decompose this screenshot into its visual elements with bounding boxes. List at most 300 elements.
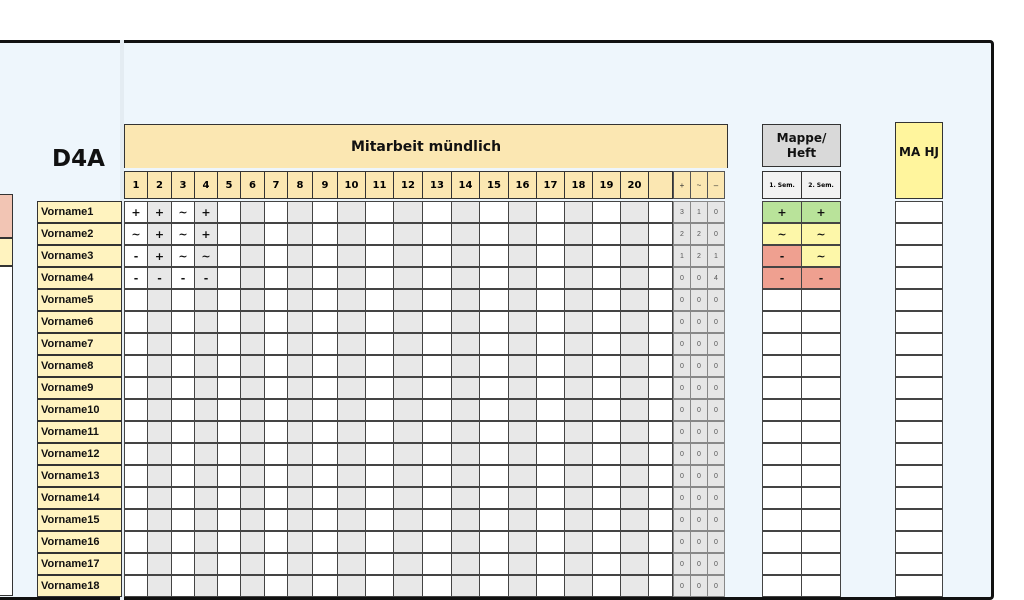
grade-cell[interactable]	[592, 531, 621, 553]
semester-grade-cell[interactable]	[801, 531, 841, 553]
grade-cell[interactable]	[147, 377, 172, 399]
grade-cell[interactable]: ~	[171, 201, 195, 223]
ma-hj-cell[interactable]	[895, 531, 943, 553]
grade-cell[interactable]	[479, 267, 509, 289]
grade-cell[interactable]	[451, 245, 480, 267]
semester-grade-cell[interactable]: -	[762, 267, 802, 289]
grade-cell[interactable]	[479, 355, 509, 377]
grade-cell[interactable]	[479, 553, 509, 575]
grade-cell[interactable]	[536, 487, 565, 509]
semester-grade-cell[interactable]	[762, 355, 802, 377]
grade-cell[interactable]	[536, 201, 565, 223]
grade-cell[interactable]	[240, 223, 265, 245]
grade-cell[interactable]	[393, 487, 423, 509]
grade-cell[interactable]	[217, 355, 241, 377]
grade-cell[interactable]	[337, 399, 366, 421]
grade-cell[interactable]	[171, 509, 195, 531]
grade-cell[interactable]	[171, 311, 195, 333]
grade-cell[interactable]	[422, 289, 452, 311]
grade-cell[interactable]	[592, 245, 621, 267]
grade-cell[interactable]	[365, 267, 394, 289]
semester-grade-cell[interactable]	[801, 399, 841, 421]
grade-cell[interactable]	[592, 333, 621, 355]
grade-cell[interactable]	[508, 201, 537, 223]
grade-cell[interactable]	[393, 311, 423, 333]
grade-cell[interactable]	[620, 531, 649, 553]
ma-hj-cell[interactable]	[895, 465, 943, 487]
grade-cell[interactable]	[312, 355, 338, 377]
ma-hj-cell[interactable]	[895, 377, 943, 399]
grade-cell[interactable]	[422, 399, 452, 421]
grade-cell[interactable]	[393, 333, 423, 355]
grade-cell[interactable]	[264, 333, 288, 355]
grade-cell[interactable]	[147, 553, 172, 575]
grade-cell[interactable]	[217, 245, 241, 267]
semester-grade-cell[interactable]: +	[762, 201, 802, 223]
grade-cell[interactable]	[312, 245, 338, 267]
semester-grade-cell[interactable]	[762, 377, 802, 399]
grade-cell[interactable]	[264, 487, 288, 509]
grade-cell[interactable]	[194, 465, 218, 487]
semester-grade-cell[interactable]: -	[801, 267, 841, 289]
grade-cell[interactable]	[393, 377, 423, 399]
grade-cell[interactable]	[240, 421, 265, 443]
grade-cell[interactable]	[217, 421, 241, 443]
grade-cell[interactable]	[194, 509, 218, 531]
ma-hj-cell[interactable]	[895, 311, 943, 333]
grade-cell[interactable]	[287, 575, 313, 597]
grade-cell[interactable]	[264, 355, 288, 377]
grade-cell[interactable]	[508, 289, 537, 311]
grade-cell[interactable]	[312, 487, 338, 509]
grade-cell[interactable]	[365, 311, 394, 333]
grade-cell[interactable]	[620, 267, 649, 289]
grade-cell[interactable]	[264, 399, 288, 421]
grade-cell[interactable]	[287, 509, 313, 531]
grade-cell[interactable]	[264, 289, 288, 311]
grade-cell[interactable]	[312, 553, 338, 575]
grade-cell[interactable]	[264, 575, 288, 597]
grade-cell[interactable]	[564, 311, 593, 333]
semester-grade-cell[interactable]	[801, 487, 841, 509]
grade-cell[interactable]	[312, 509, 338, 531]
grade-cell[interactable]	[337, 553, 366, 575]
grade-cell[interactable]	[337, 289, 366, 311]
grade-cell[interactable]	[393, 575, 423, 597]
grade-cell[interactable]	[240, 443, 265, 465]
grade-cell[interactable]	[508, 531, 537, 553]
grade-cell[interactable]	[217, 289, 241, 311]
grade-cell[interactable]	[171, 487, 195, 509]
grade-cell[interactable]	[592, 289, 621, 311]
grade-cell[interactable]	[564, 245, 593, 267]
grade-cell[interactable]: -	[171, 267, 195, 289]
grade-cell[interactable]	[312, 311, 338, 333]
grade-cell[interactable]	[620, 289, 649, 311]
ma-hj-cell[interactable]	[895, 421, 943, 443]
grade-cell[interactable]	[592, 553, 621, 575]
grade-cell[interactable]	[536, 553, 565, 575]
grade-cell[interactable]	[171, 333, 195, 355]
grade-cell[interactable]	[124, 377, 148, 399]
grade-cell[interactable]	[194, 443, 218, 465]
grade-cell[interactable]	[287, 311, 313, 333]
grade-cell[interactable]	[337, 465, 366, 487]
grade-cell[interactable]	[287, 201, 313, 223]
grade-cell[interactable]	[592, 201, 621, 223]
grade-cell[interactable]	[620, 465, 649, 487]
grade-cell[interactable]	[451, 223, 480, 245]
grade-cell[interactable]	[147, 333, 172, 355]
grade-cell[interactable]	[508, 311, 537, 333]
semester-grade-cell[interactable]	[801, 289, 841, 311]
grade-cell[interactable]	[508, 465, 537, 487]
grade-cell[interactable]	[147, 465, 172, 487]
grade-cell[interactable]	[451, 575, 480, 597]
grade-cell[interactable]	[592, 223, 621, 245]
semester-grade-cell[interactable]	[801, 333, 841, 355]
ma-hj-cell[interactable]	[895, 245, 943, 267]
grade-cell[interactable]	[564, 223, 593, 245]
grade-cell[interactable]	[287, 487, 313, 509]
grade-cell[interactable]	[393, 465, 423, 487]
grade-cell[interactable]	[422, 201, 452, 223]
grade-cell[interactable]	[479, 399, 509, 421]
grade-cell[interactable]	[592, 421, 621, 443]
grade-cell[interactable]	[592, 443, 621, 465]
grade-cell[interactable]	[620, 553, 649, 575]
grade-cell[interactable]	[240, 575, 265, 597]
grade-cell[interactable]: ~	[171, 223, 195, 245]
grade-cell[interactable]	[240, 487, 265, 509]
grade-cell[interactable]	[147, 575, 172, 597]
grade-cell[interactable]	[422, 575, 452, 597]
grade-cell[interactable]	[564, 553, 593, 575]
grade-cell[interactable]	[536, 421, 565, 443]
grade-cell[interactable]	[171, 553, 195, 575]
grade-cell[interactable]	[564, 355, 593, 377]
grade-cell[interactable]	[312, 333, 338, 355]
grade-cell[interactable]	[536, 311, 565, 333]
grade-cell[interactable]	[365, 465, 394, 487]
grade-cell[interactable]	[536, 267, 565, 289]
ma-hj-cell[interactable]	[895, 333, 943, 355]
grade-cell[interactable]	[508, 267, 537, 289]
grade-cell[interactable]	[479, 575, 509, 597]
grade-cell[interactable]	[365, 289, 394, 311]
grade-cell[interactable]	[422, 311, 452, 333]
grade-cell[interactable]	[264, 443, 288, 465]
grade-cell[interactable]	[240, 245, 265, 267]
grade-cell[interactable]	[592, 487, 621, 509]
semester-grade-cell[interactable]	[762, 289, 802, 311]
grade-cell[interactable]	[479, 289, 509, 311]
grade-cell[interactable]	[620, 443, 649, 465]
grade-cell[interactable]	[620, 245, 649, 267]
grade-cell[interactable]	[536, 443, 565, 465]
grade-cell[interactable]	[194, 575, 218, 597]
grade-cell[interactable]	[194, 377, 218, 399]
grade-cell[interactable]	[264, 245, 288, 267]
grade-cell[interactable]	[264, 267, 288, 289]
ma-hj-cell[interactable]	[895, 289, 943, 311]
ma-hj-cell[interactable]	[895, 487, 943, 509]
ma-hj-cell[interactable]	[895, 509, 943, 531]
grade-cell[interactable]	[422, 421, 452, 443]
grade-cell[interactable]	[536, 531, 565, 553]
grade-cell[interactable]	[422, 443, 452, 465]
grade-cell[interactable]	[620, 421, 649, 443]
grade-cell[interactable]	[194, 333, 218, 355]
grade-cell[interactable]	[365, 531, 394, 553]
grade-cell[interactable]	[451, 355, 480, 377]
grade-cell[interactable]	[337, 509, 366, 531]
grade-cell[interactable]	[240, 553, 265, 575]
grade-cell[interactable]	[620, 377, 649, 399]
grade-cell[interactable]	[124, 289, 148, 311]
semester-grade-cell[interactable]: +	[801, 201, 841, 223]
grade-cell[interactable]	[124, 399, 148, 421]
grade-cell[interactable]	[124, 487, 148, 509]
grade-cell[interactable]	[217, 575, 241, 597]
grade-cell[interactable]	[217, 377, 241, 399]
grade-cell[interactable]: -	[124, 267, 148, 289]
grade-cell[interactable]	[365, 487, 394, 509]
grade-cell[interactable]	[564, 443, 593, 465]
grade-cell[interactable]	[287, 531, 313, 553]
semester-grade-cell[interactable]	[762, 553, 802, 575]
grade-cell[interactable]	[194, 421, 218, 443]
grade-cell[interactable]	[365, 355, 394, 377]
grade-cell[interactable]	[536, 223, 565, 245]
grade-cell[interactable]	[171, 531, 195, 553]
grade-cell[interactable]	[312, 201, 338, 223]
grade-cell[interactable]	[124, 575, 148, 597]
grade-cell[interactable]	[592, 355, 621, 377]
grade-cell[interactable]	[564, 421, 593, 443]
grade-cell[interactable]	[508, 333, 537, 355]
grade-cell[interactable]	[147, 531, 172, 553]
grade-cell[interactable]	[479, 531, 509, 553]
semester-grade-cell[interactable]	[801, 311, 841, 333]
grade-cell[interactable]	[194, 531, 218, 553]
grade-cell[interactable]	[564, 289, 593, 311]
semester-grade-cell[interactable]	[762, 421, 802, 443]
grade-cell[interactable]	[393, 421, 423, 443]
grade-cell[interactable]	[620, 575, 649, 597]
grade-cell[interactable]: -	[147, 267, 172, 289]
grade-cell[interactable]	[393, 509, 423, 531]
grade-cell[interactable]	[564, 509, 593, 531]
grade-cell[interactable]	[147, 289, 172, 311]
grade-cell[interactable]	[393, 553, 423, 575]
grade-cell[interactable]	[337, 223, 366, 245]
semester-grade-cell[interactable]: ~	[801, 245, 841, 267]
grade-cell[interactable]	[393, 223, 423, 245]
grade-cell[interactable]	[508, 377, 537, 399]
grade-cell[interactable]	[171, 289, 195, 311]
grade-cell[interactable]	[422, 509, 452, 531]
semester-grade-cell[interactable]	[762, 333, 802, 355]
grade-cell[interactable]	[620, 333, 649, 355]
grade-cell[interactable]	[536, 399, 565, 421]
semester-grade-cell[interactable]	[762, 443, 802, 465]
grade-cell[interactable]: +	[147, 245, 172, 267]
grade-cell[interactable]	[147, 443, 172, 465]
semester-grade-cell[interactable]: -	[762, 245, 802, 267]
grade-cell[interactable]	[393, 531, 423, 553]
grade-cell[interactable]	[422, 377, 452, 399]
grade-cell[interactable]	[147, 509, 172, 531]
grade-cell[interactable]	[564, 465, 593, 487]
ma-hj-cell[interactable]	[895, 575, 943, 597]
grade-cell[interactable]: ~	[194, 245, 218, 267]
grade-cell[interactable]	[287, 553, 313, 575]
grade-cell[interactable]	[194, 355, 218, 377]
grade-cell[interactable]	[312, 443, 338, 465]
grade-cell[interactable]	[240, 311, 265, 333]
grade-cell[interactable]: ~	[171, 245, 195, 267]
grade-cell[interactable]	[451, 443, 480, 465]
grade-cell[interactable]	[620, 223, 649, 245]
grade-cell[interactable]	[337, 443, 366, 465]
grade-cell[interactable]: +	[194, 223, 218, 245]
grade-cell[interactable]	[536, 245, 565, 267]
semester-grade-cell[interactable]	[801, 553, 841, 575]
grade-cell[interactable]	[451, 553, 480, 575]
grade-cell[interactable]	[312, 289, 338, 311]
grade-cell[interactable]	[479, 465, 509, 487]
grade-cell[interactable]	[508, 575, 537, 597]
grade-cell[interactable]	[393, 245, 423, 267]
grade-cell[interactable]	[592, 267, 621, 289]
grade-cell[interactable]	[451, 465, 480, 487]
grade-cell[interactable]	[365, 399, 394, 421]
grade-cell[interactable]	[479, 223, 509, 245]
grade-cell[interactable]	[592, 465, 621, 487]
grade-cell[interactable]	[337, 487, 366, 509]
grade-cell[interactable]	[422, 245, 452, 267]
grade-cell[interactable]	[217, 465, 241, 487]
grade-cell[interactable]	[287, 443, 313, 465]
grade-cell[interactable]	[365, 553, 394, 575]
grade-cell[interactable]	[124, 333, 148, 355]
grade-cell[interactable]	[422, 531, 452, 553]
semester-grade-cell[interactable]	[762, 465, 802, 487]
grade-cell[interactable]	[592, 377, 621, 399]
grade-cell[interactable]	[287, 377, 313, 399]
grade-cell[interactable]	[264, 223, 288, 245]
grade-cell[interactable]	[171, 575, 195, 597]
grade-cell[interactable]	[365, 377, 394, 399]
grade-cell[interactable]	[124, 443, 148, 465]
grade-cell[interactable]	[171, 377, 195, 399]
grade-cell[interactable]	[479, 509, 509, 531]
grade-cell[interactable]	[217, 553, 241, 575]
grade-cell[interactable]	[393, 289, 423, 311]
grade-cell[interactable]	[147, 421, 172, 443]
grade-cell[interactable]	[147, 311, 172, 333]
grade-cell[interactable]	[508, 553, 537, 575]
semester-grade-cell[interactable]	[762, 487, 802, 509]
grade-cell[interactable]	[365, 201, 394, 223]
grade-cell[interactable]	[264, 201, 288, 223]
grade-cell[interactable]	[365, 245, 394, 267]
grade-cell[interactable]	[422, 553, 452, 575]
grade-cell[interactable]	[194, 553, 218, 575]
grade-cell[interactable]	[451, 421, 480, 443]
grade-cell[interactable]	[365, 333, 394, 355]
grade-cell[interactable]	[337, 333, 366, 355]
grade-cell[interactable]	[147, 487, 172, 509]
grade-cell[interactable]	[620, 201, 649, 223]
grade-cell[interactable]	[264, 509, 288, 531]
grade-cell[interactable]	[337, 531, 366, 553]
semester-grade-cell[interactable]	[801, 377, 841, 399]
grade-cell[interactable]	[287, 289, 313, 311]
grade-cell[interactable]	[393, 399, 423, 421]
grade-cell[interactable]	[479, 311, 509, 333]
grade-cell[interactable]	[422, 465, 452, 487]
grade-cell[interactable]	[240, 289, 265, 311]
semester-grade-cell[interactable]: ~	[762, 223, 802, 245]
grade-cell[interactable]	[217, 399, 241, 421]
grade-cell[interactable]	[171, 443, 195, 465]
grade-cell[interactable]	[240, 355, 265, 377]
grade-cell[interactable]	[365, 509, 394, 531]
grade-cell[interactable]	[312, 377, 338, 399]
grade-cell[interactable]	[264, 421, 288, 443]
grade-cell[interactable]	[422, 487, 452, 509]
grade-cell[interactable]	[564, 575, 593, 597]
grade-cell[interactable]	[451, 311, 480, 333]
grade-cell[interactable]	[620, 399, 649, 421]
semester-grade-cell[interactable]	[801, 421, 841, 443]
grade-cell[interactable]	[508, 355, 537, 377]
grade-cell[interactable]	[479, 377, 509, 399]
grade-cell[interactable]	[451, 509, 480, 531]
grade-cell[interactable]	[337, 201, 366, 223]
grade-cell[interactable]	[564, 201, 593, 223]
grade-cell[interactable]	[287, 245, 313, 267]
grade-cell[interactable]	[508, 487, 537, 509]
grade-cell[interactable]	[124, 355, 148, 377]
grade-cell[interactable]	[564, 377, 593, 399]
grade-cell[interactable]	[451, 333, 480, 355]
grade-cell[interactable]	[171, 399, 195, 421]
grade-cell[interactable]	[451, 267, 480, 289]
grade-cell[interactable]	[422, 267, 452, 289]
grade-cell[interactable]	[620, 487, 649, 509]
grade-cell[interactable]	[592, 311, 621, 333]
grade-cell[interactable]	[194, 399, 218, 421]
grade-cell[interactable]: -	[124, 245, 148, 267]
semester-grade-cell[interactable]	[801, 575, 841, 597]
ma-hj-cell[interactable]	[895, 443, 943, 465]
grade-cell[interactable]	[451, 377, 480, 399]
ma-hj-cell[interactable]	[895, 223, 943, 245]
grade-cell[interactable]	[312, 531, 338, 553]
grade-cell[interactable]	[124, 531, 148, 553]
semester-grade-cell[interactable]	[762, 399, 802, 421]
grade-cell[interactable]	[287, 223, 313, 245]
grade-cell[interactable]	[479, 443, 509, 465]
grade-cell[interactable]	[393, 443, 423, 465]
grade-cell[interactable]	[217, 509, 241, 531]
grade-cell[interactable]	[264, 311, 288, 333]
grade-cell[interactable]	[124, 421, 148, 443]
grade-cell[interactable]	[365, 575, 394, 597]
